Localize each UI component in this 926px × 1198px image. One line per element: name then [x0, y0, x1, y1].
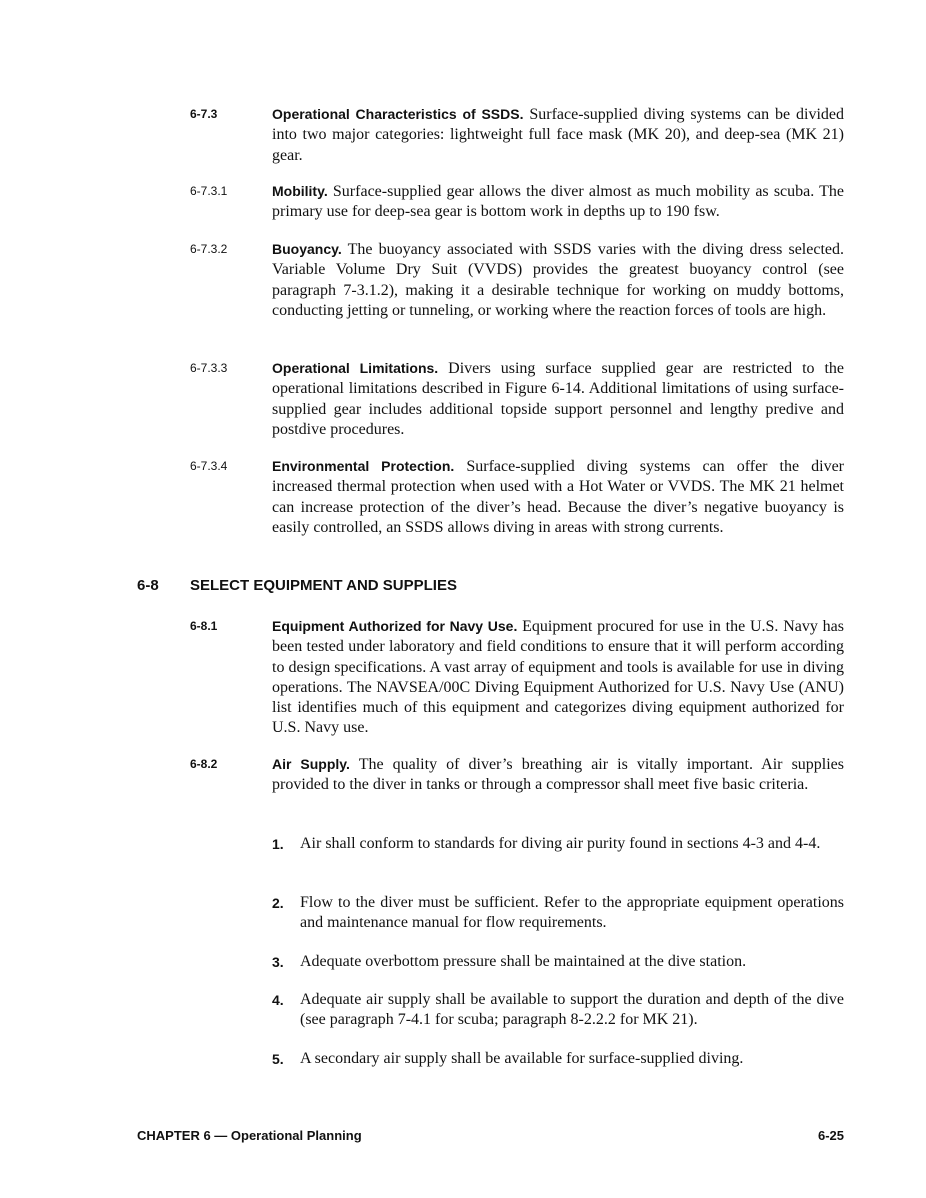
list-item [272, 990, 844, 1031]
paragraph-heading: Buoyancy. [272, 241, 342, 257]
list-item [272, 1049, 844, 1069]
paragraph-6-8-2 [190, 754, 844, 796]
list-item-text: Air shall conform to standards for diving air purity found in sections 4-3 and 4-4. [300, 835, 821, 852]
list-item-number: 1. [272, 836, 284, 852]
paragraph-text: Divers using surface supplied gear are restricted to the operational limitations described in Figure 6-14. Additional limitations of using surface-supplied gear includes additional topside support personnel and lengthy predive and postdive procedures. [272, 360, 845, 438]
list-item-number: 5. [272, 1051, 284, 1067]
paragraph-body [272, 104, 844, 166]
list-item-text: A secondary air supply shall be available for surface-supplied diving. [300, 1050, 744, 1067]
paragraph-body [272, 456, 844, 538]
paragraph-6-7-3-1 [190, 181, 844, 223]
paragraph-heading: Operational Characteristics of SSDS. [272, 106, 524, 122]
list-item-text: Flow to the diver must be sufficient. Refer to the appropriate equipment operations and maintenance manual for flow requirements. [300, 894, 844, 932]
list-item-number: 3. [272, 954, 284, 970]
paragraph-body [272, 754, 844, 796]
list-item-number: 2. [272, 895, 284, 911]
section-number: 6-8 [137, 577, 159, 594]
paragraph-body [272, 181, 844, 223]
paragraph-heading: Equipment Authorized for Navy Use. [272, 618, 518, 634]
paragraph-heading: Operational Limitations. [272, 360, 439, 376]
paragraph-body [272, 239, 844, 321]
list-item-text: Adequate overbottom pressure shall be maintained at the dive station. [300, 953, 747, 970]
paragraph-number: 6-7.3 [190, 107, 218, 121]
paragraph-heading: Environmental Protection. [272, 458, 455, 474]
paragraph-text: Surface-supplied diving systems can be divided into two major categories: lightweight full face mask (MK 20), and deep-sea (MK 21) gear. [272, 106, 844, 164]
footer-page-number: 6-25 [817, 1128, 844, 1143]
list-item-number: 4. [272, 992, 284, 1008]
paragraph-heading: Mobility. [272, 183, 328, 199]
paragraph-text: Equipment procured for use in the U.S. Navy has been tested under laboratory and field conditions to ensure that it will perform according to design specifications. A vast array of equipment and tools is available for use in diving operations. The NAVSEA/00C Diving Equipment Authorized for U.S. Navy Use (ANU) list identifies much of this equipment and categorizes diving equipment authorized for U.S. Navy use. [272, 618, 844, 737]
section-title: SELECT EQUIPMENT AND SUPPLIES [190, 577, 457, 594]
paragraph-number: 6-7.3.4 [190, 459, 228, 473]
section-heading [137, 576, 457, 596]
paragraph-text: Surface-supplied diving systems can offer the diver increased thermal protection when used with a Hot Water or VVDS. The MK 21 helmet can increase protection of the diver’s head. Because the diver’s negative buoyancy is easily controlled, an SSDS allows diving in areas with strong currents. [272, 458, 845, 536]
paragraph-body [272, 616, 844, 739]
paragraph-6-7-3-2 [190, 239, 844, 321]
paragraph-text: Surface-supplied gear allows the diver almost as much mobility as scuba. The primary use for deep-sea gear is bottom work in depths up to 190 fsw. [272, 183, 844, 221]
paragraph-number: 6-7.3.1 [190, 184, 228, 198]
list-item-text: Adequate air supply shall be available to support the duration and depth of the dive (see paragraph 7-4.1 for scuba; paragraph 8-2.2.2 for MK 21). [300, 991, 844, 1029]
footer-chapter: CHAPTER 6 — Operational Planning [137, 1128, 362, 1143]
paragraph-text: The buoyancy associated with SSDS varies with the diving dress selected. Variable Volume Dry Suit (VVDS) provides the greatest buoyancy control (see paragraph 7-3.1.2), making it a desirable technique for working on muddy bottoms, conducting jetting or tunneling, or working where the reaction forces of tools are high. [272, 241, 845, 319]
list-item [272, 952, 844, 972]
paragraph-number: 6-8.1 [190, 619, 218, 633]
paragraph-6-8-1 [190, 616, 844, 739]
paragraph-body [272, 358, 844, 440]
paragraph-number: 6-7.3.2 [190, 242, 228, 256]
paragraph-heading: Air Supply. [272, 756, 350, 772]
list-item [272, 893, 844, 934]
paragraph-6-7-3-3 [190, 358, 844, 440]
paragraph-number: 6-8.2 [190, 757, 218, 771]
paragraph-6-7-3 [190, 104, 844, 166]
paragraph-number: 6-7.3.3 [190, 361, 228, 375]
paragraph-6-7-3-4 [190, 456, 844, 538]
paragraph-text: The quality of diver’s breathing air is vitally important. Air supplies provided to the diver in tanks or through a compressor shall meet five basic criteria. [272, 756, 845, 794]
list-item [272, 834, 844, 854]
